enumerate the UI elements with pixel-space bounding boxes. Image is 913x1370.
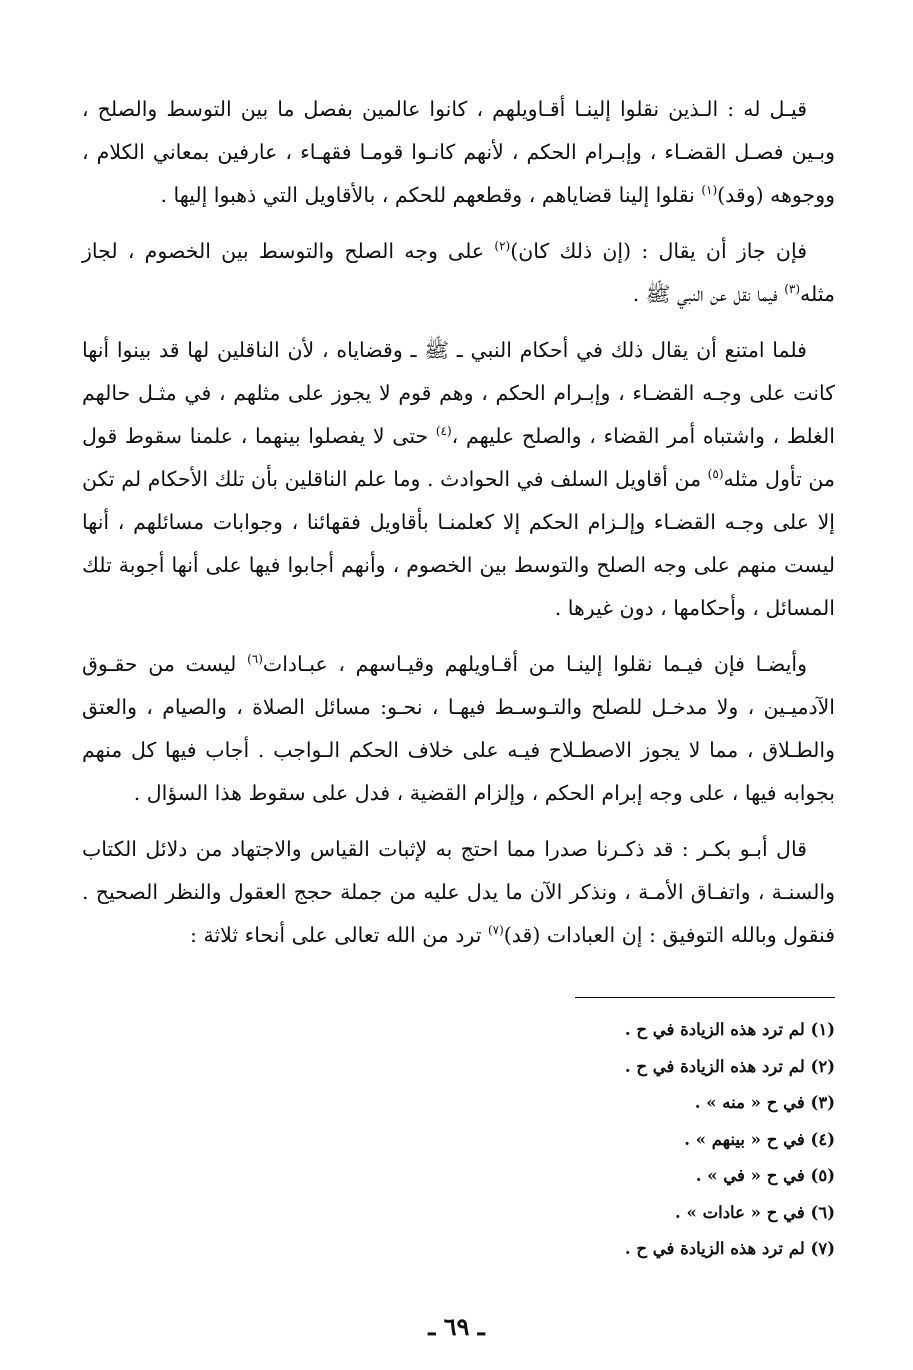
footnote-marker: (١) [701,183,718,198]
text-run: فإن جاز أن يقال : (إن ذلك كان) [510,239,807,263]
footnote-marker: (٤) [435,424,452,439]
text-run: حتى لا يفصلوا بينهما ، علمنا سقوط قول من تأول مثله [82,424,835,491]
paragraph [82,329,835,630]
footnote: (١) لم ترد هذه الزيادة في ح . [624,1020,835,1039]
text-run: قيـل له : الـذين نقلوا إلينـا أقـاويلهم ، كانوا عالمين بفصل ما بين التوسط والصلح ، وبـين فصـل القضـاء ، وإبـرام الحكم ، لأنهم كانـوا قومـا فقهـاء ، عارفين بمعاني الكلام ، ووجوهه (وقد) [82,97,835,207]
text-run: من أقاويل السلف في الحوادث . وما علم الناقلين بأن تلك الأحكام لم تكن إلا على وجـه القضـاء وإلـزام الحكم إلا كعلمنـا بأقاويل فقهائنا ، وجوابات مسائلهم ، أنها ليست منهم على وجه الصلح والتوسط بين الخصوم ، وأنهم أجابوا فيها على أنها أجوبة تلك المسائل ، وأحكامها ، دون غيرها . [82,467,835,620]
footnote-marker: (٧) [487,923,504,938]
body-text [82,88,835,957]
footnote-marker: (٣) [784,282,801,297]
footnote: (٥) في ح « في » . [695,1166,835,1185]
paragraph [82,88,835,217]
footnote-marker: (٥) [707,467,724,482]
paragraph [82,643,835,815]
footnote: (٣) في ح « منه » . [694,1093,835,1112]
text-run: ترد من الله تعالى على أنحاء ثلاثة : [190,923,488,947]
page-number: ـ ٦٩ ـ [428,1312,485,1341]
text-run: نقلوا إلينا قضاياهم ، وقطعهم للحكم ، بالأقاويل التي ذهبوا إليها . [160,183,702,207]
footnote: (٦) في ح « عادات » . [675,1202,835,1222]
text-run: فيما نقل عن النبي ﷺ . [632,282,785,306]
text-run: ليست من حقـوق الآدميـين ، ولا مدخـل للصلح والتـوسـط فيهـا ، نحـو: مسائل الصلاة ، والصيام ، والعتق والطـلاق ، مما لا يجوز الاصطـلاح فيـه على خلاف الحكم الـواجب . أجاب فيها كل منهم بجوابه فيها ، على وجه إبرام الحكم ، وإلزام القضية ، فدل على سقوط هذا السؤال . [82,652,835,805]
footnote-marker: (٦) [247,652,263,667]
footnote-divider [575,997,835,998]
text-run: فلما امتنع أن يقال ذلك في أحكام النبي ـ ﷺ ـ وقضاياه ، لأن الناقلين لها قد بينوا أنها كانت على وجـه القضـاء ، وإبـرام الحكم ، وهم قوم لا يجوز على مثلهم ، في مثـل حالهم الغلط ، واشتباه أمر القضاء ، والصلح عليهم ، [82,338,835,448]
footnote: (٧) لم ترد هذه الزيادة في ح . [624,1239,835,1258]
text-run: قال أبـو بكـر : قد ذكـرنا صدرا مما احتج به لإثبات القياس والاجتهاد من دلائل الكتاب والسنـة ، واتفـاق الأمـة ، ونذكر الآن ما يدل عليه من جملة حجج العقول والنظر الصحيح . فنقول وبالله التوفيق : إن العبادات (قد) [82,837,835,947]
footnote-marker: (٢) [494,239,511,254]
footnote: (٤) في ح « بينهم » . [684,1129,835,1149]
text-run: وأيضـا فإن فيـما نقلوا إلينـا من أقـاويلهم وقيـاسهم ، عبـادات [262,652,807,676]
footnotes [82,1012,835,1268]
footnote: (٢) لم ترد هذه الزيادة في ح . [624,1056,835,1076]
text-run: على وجه الصلح والتوسط بين الخصوم ، لجاز مثله [82,239,835,306]
paragraph [82,828,835,957]
paragraph [82,230,835,316]
